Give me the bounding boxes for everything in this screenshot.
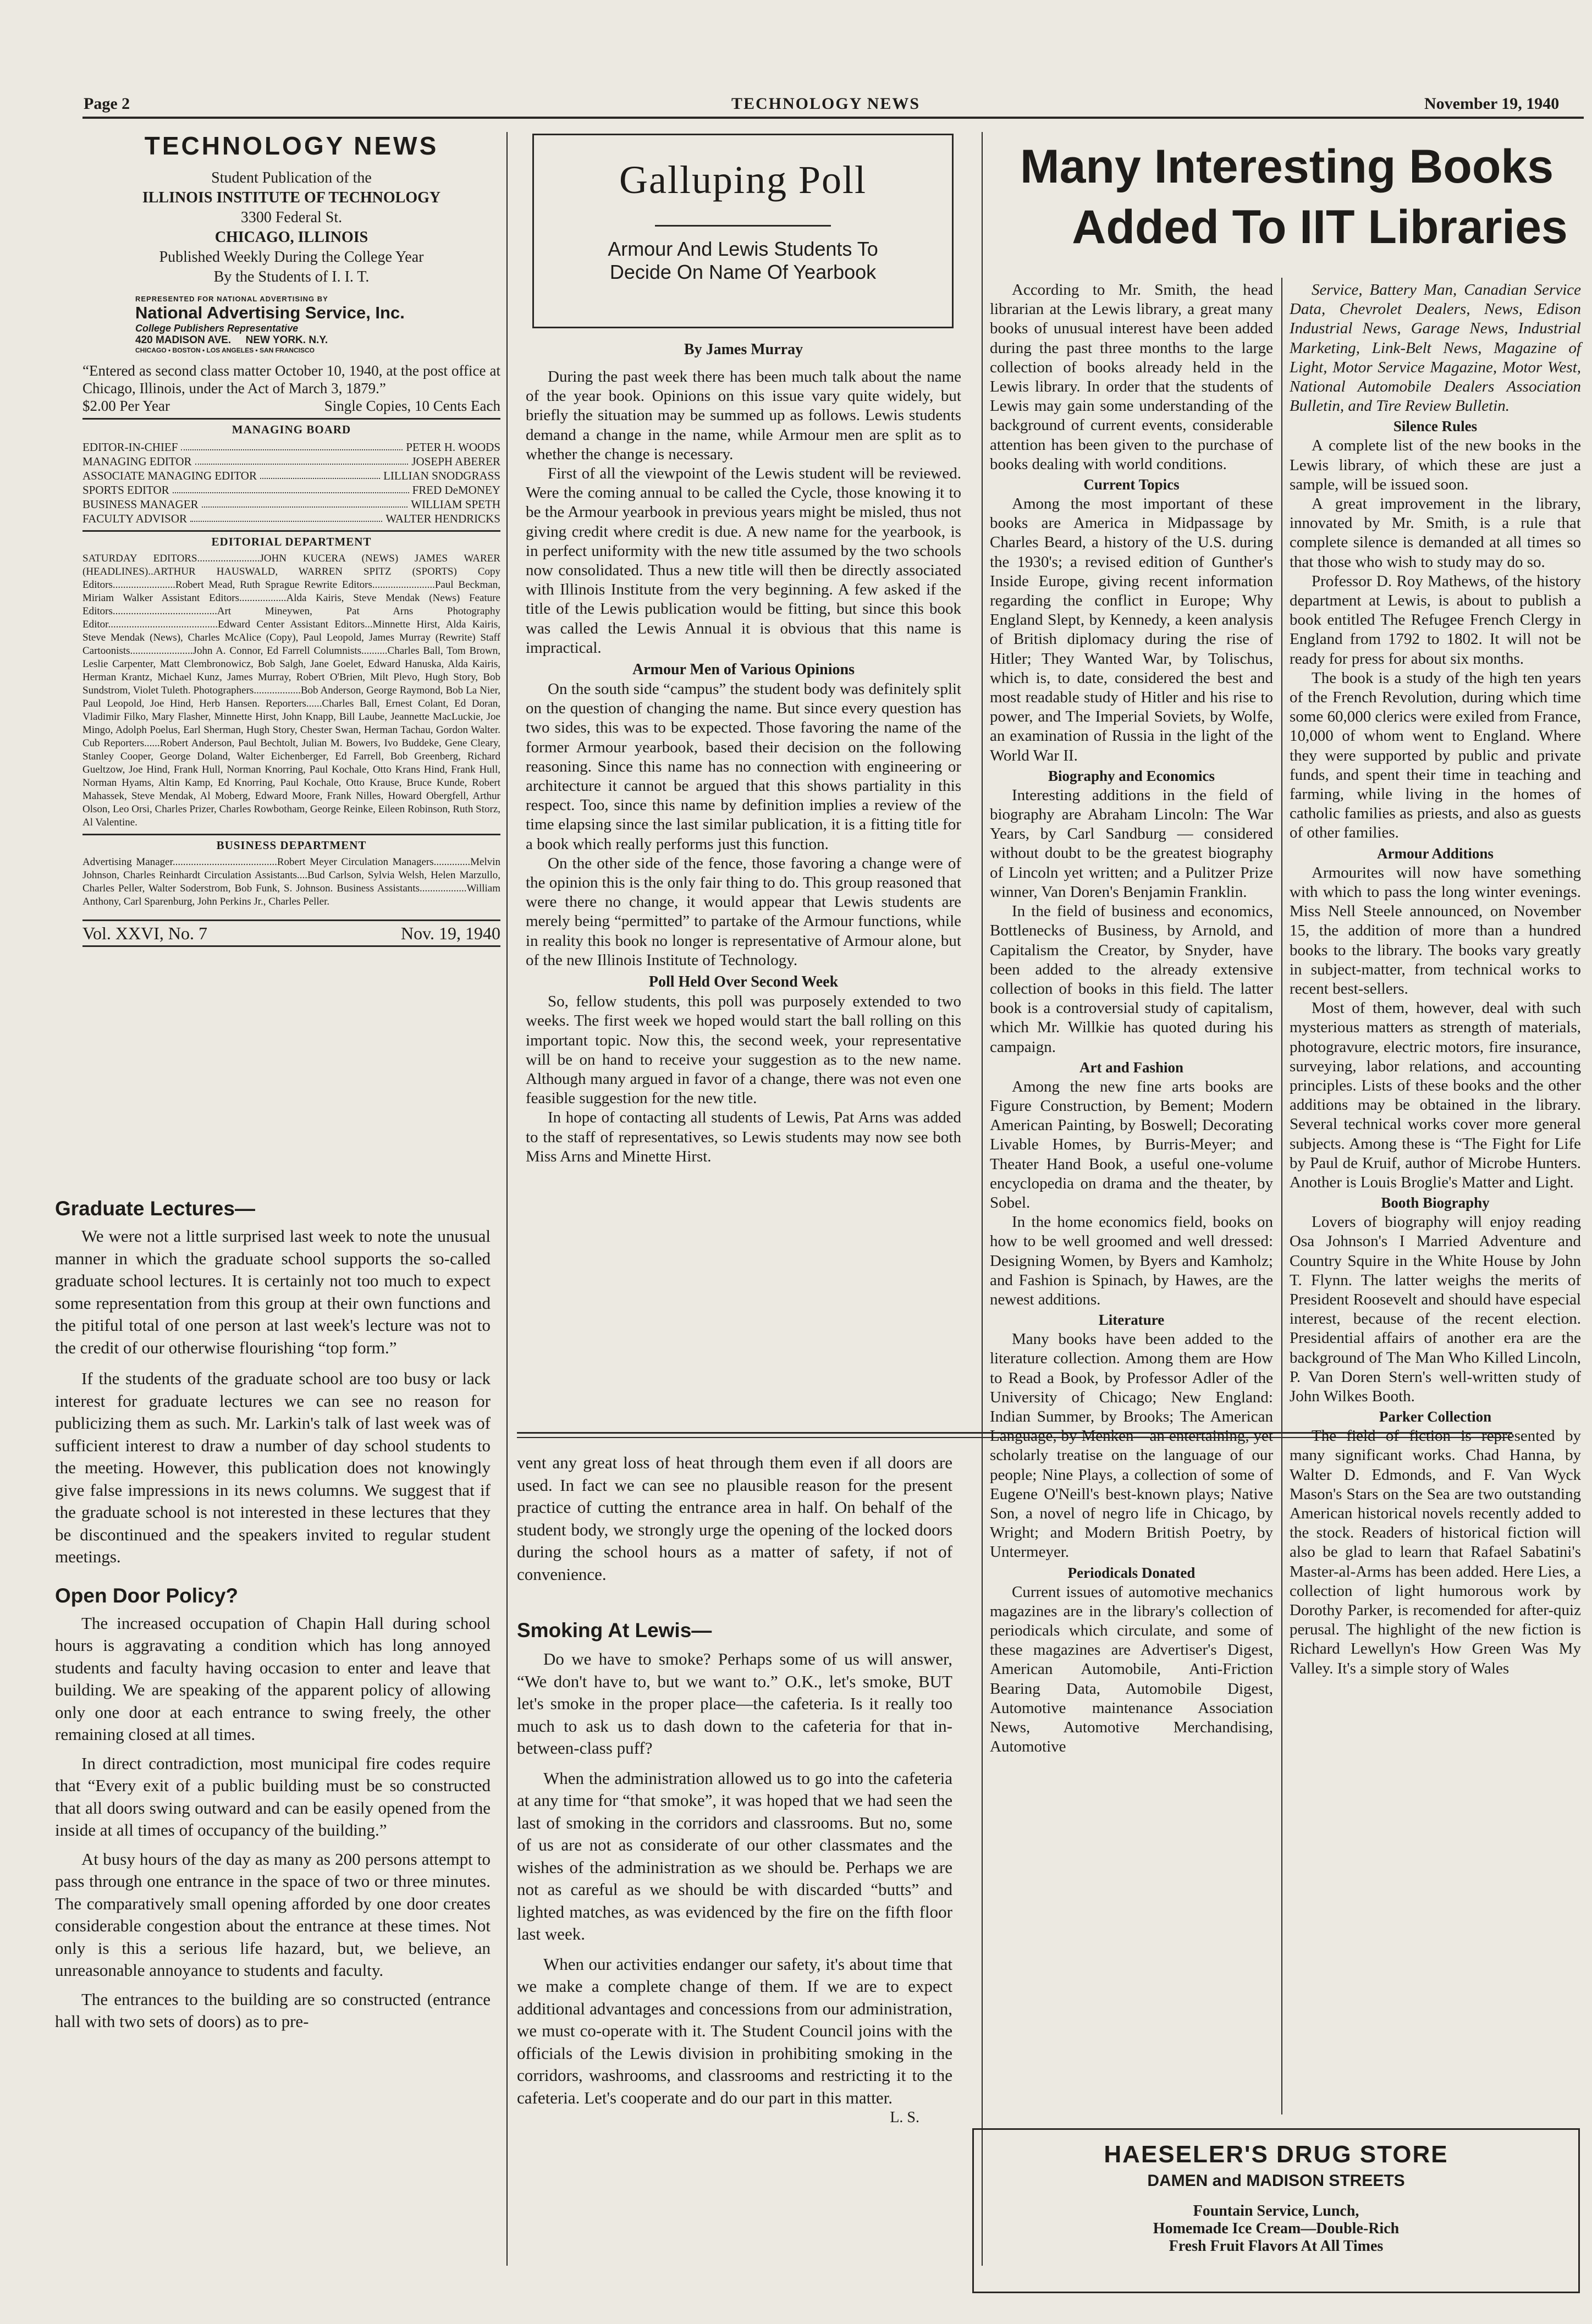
paragraph: In the field of business and economics, Bottlenecks of Business, by Arnold, and Capitalism the Creator, by Snyder, have been added to the already extensive collection of books in this field. The latter book is a controversial study of capitalism, which Mr. Willkie has quoted during his campaign. [990,902,1273,1056]
masthead-line: ILLINOIS INSTITUTE OF TECHNOLOGY [142,189,441,206]
subhead: Art and Fashion [1079,1059,1184,1076]
board-role: ASSOCIATE MANAGING EDITOR [82,469,257,482]
board-name: WALTER HENDRICKS [385,512,500,525]
subhead: Armour Men of Various Opinions [632,661,855,679]
board-name: LILLIAN SNODGRASS [383,469,500,482]
paragraph: According to Mr. Smith, the head librarian at the Lewis library, a great many books of unusual interest have been added during the past three months to the large collection of books already held in the Lewis library. In order that the students of Lewis may gain some understanding of the background of current events, considerable attention has been given to the purchase of books dealing with world conditions. [990,281,1273,473]
paragraph: The field of fiction is represented by many significant works. Chad Hanna, by Walter D. Edmonds, and F. Van Wyck Mason's Stars on the Sea are two outstanding American historical novels recently added to the stock. Readers of historical fiction will also be glad to learn that Rafael Sabatini's Master-al-Arms has been added. Here Lies, a collection of light humorous work by Dorothy Parker, is recomended for after-quiz perusal. The highlight of the new fiction is Richard Lewellyn's How Green Was My Valley. It's a simple story of Wales [1290,1427,1581,1677]
board-name: JOSEPH ABERER [411,455,500,468]
business-staff: Advertising Manager........................................Robert Meyer Circulation Managers..............Melvin Johnson, Charles Reinhardt Circulation Assistants....Bud Carlson, Sylvia Welsh, Helen Marzullo, Charles Peller, Walter Soderstrom, Bob Funk, S. Johnson. Business Assistants..................William Anthony, Carl Sparenburg, John Perkins Jr., Charles Peller. [82,856,500,907]
ad-line: Fountain Service, Lunch, [1193,2202,1359,2220]
board-title: MANAGING BOARD [232,423,351,436]
column-rule [506,132,508,2266]
paragraph: Current issues of automotive mechanics magazines are in the library's collection of periodicals which circulate, and some of these magazines are Advertiser's Digest, American Automobile, Anti-Friction Bearing Data, Automobile Digest, Automotive maintenance Association News, Automotive Merchandising, Automotive [990,1583,1273,1756]
business-title: BUSINESS DEPARTMENT [216,839,367,852]
subhead: Armour Additions [1377,845,1494,862]
managing-board [82,440,500,526]
paragraph: A great improvement in the library, innovated by Mr. Smith, is a rule that complete silence is demanded at all times so that those who wish to study may do so. [1290,495,1581,571]
paragraph: First of all the viewpoint of the Lewis student will be reviewed. Were the coming annual to be called the Cycle, those knowing it to be the Armour yearbook in previous years might be misled, thus not giving credit where credit is due. A new name for the yearbook, is in perfect uniformity with the new title assumed by the two schools now consolidated. Thus a new title will then be directly associated with Illinois Institute from the very beginning. A few asked if the title of the Lewis publication would be fitting, but since this book was called the Lewis Annual it is obvious that this name is impractical. [526,465,961,657]
masthead-line: By the Students of I. I. T. [213,268,370,285]
subhead: Poll Held Over Second Week [648,973,839,991]
board-role: FACULTY ADVISOR [82,512,188,525]
board-row [82,469,500,483]
masthead-line: 3300 Federal St. [240,209,343,226]
paragraph: The entrances to the building are so constructed (entrance hall with two sets of doors) as to pre- [55,1989,491,2031]
board-role: MANAGING EDITOR [82,455,192,468]
byline: By James Murray [684,341,803,358]
ad-rep-line: CHICAGO • BOSTON • LOS ANGELES • SAN FRANCISCO [135,346,315,354]
leader-dots [173,483,409,493]
board-row [82,483,500,497]
door-headline: Open Door Policy? [55,1584,239,1607]
ad-address: DAMEN and MADISON STREETS [1147,2172,1405,2190]
paragraph: At busy hours of the day as many as 200 persons attempt to pass through one entrance in the space of two or three minutes. The comparatively small opening afforded by one door creates considerable congestion about the entrance at these times. Not only is this a serious life hazard, but, we believe, an unreasonable annoyance to students and faculty. [55,1849,491,1980]
volume: Vol. XXVI, No. 7 [82,923,207,943]
paragraph: Interesting additions in the field of biography are Abraham Lincoln: The War Years, by Carl Sandburg — considered without doubt to be the greatest biography of Lincoln yet written; and a Pulitzer Prize winner, Van Doren's Benjamin Franklin. [990,786,1273,901]
paragraph: We were not a little surprised last week to note the unusual manner in which the graduate school supports the so-called graduate school lectures. It is certainly not too much to expect some representation from this group at their own functions and the pitiful total of one person at last week's lecture was not to the credit of our otherwise flourishing “top form.” [55,1226,491,1357]
leader-dots [181,440,403,450]
paragraph: If the students of the graduate school are too busy or lack interest for graduate lectures we can see no reason for publicizing them as such. Mr. Larkin's talk of last week was of sufficient interest to draw a number of day school students to the meeting. However, this publication does not knowingly give false impressions in its news columns. We suggest that if the graduate school is not interested in these lectures that they be discontinued and the speakers invited to regular student meetings. [55,1369,491,1566]
board-role: EDITOR-IN-CHIEF [82,440,178,454]
board-row [82,497,500,511]
subhead: Booth Biography [1381,1194,1490,1211]
paragraph: vent any great loss of heat through them even if all doors are used. In fact we can see no plausible reason for the present practice of cutting the entrance area in half. On behalf of the student body, we strongly urge the opening of the locked doors during the school hours as a matter of safety, if not of convenience. [517,1453,952,1584]
ad-rep-name: National Advertising Service, Inc. [135,303,405,322]
paragraph: A complete list of the new books in the Lewis library, of which these are just a sample, will be issued soon. [1290,437,1581,493]
paragraph: When the administration allowed us to go into the cafeteria at any time for “that smoke”, it was hoped that we had seen the last of smoking in the corridors and classrooms. But no, some of us are not as considerate of our other classmates and the wishes of the administration as we should be. Perhaps we are not as careful as we should be with discarded “butts” and lighted matches, as was evidenced by the fire on the fifth floor last week. [517,1768,952,1943]
paragraph: In hope of contacting all students of Lewis, Pat Arns was added to the staff of representatives, so Lewis students may now see both Miss Arns and Minette Hirst. [526,1109,961,1165]
poll-headline-box [532,134,954,328]
column-rule [1281,278,1282,2114]
books-headline-line: Many Interesting Books [1020,140,1554,193]
masthead-title: TECHNOLOGY NEWS [144,131,439,160]
board-name: FRED DeMONEY [412,483,500,497]
ad-store-name: HAESELER'S DRUG STORE [1104,2141,1448,2168]
editorial-staff: SATURDAY EDITORS........................JOHN KUCERA (NEWS) JAMES WARER (HEADLINES)..ARTHUR HAUSWALD, WARREN SPITZ (SPORTS) Copy Editors........................Robert Mead, Ruth Sprague Rewrite Editors........................Paul Beckman, Miriam Walker Assistant Editors..................Alda Kairis, Steve Mendak (News) Feature Editors........................................Art Mineywen, Pat Arns Photography Editor..........................................Edward Center Assistant Editors...Minnette Hirst, Alda Kairis, Steve Mendak (News), Charles McAlice (Copy), Paul Leopold, James Murray (Rewrite) Staff Cartoonists........................John A. Connor, Ed Farrell Columnists..........Charles Ball, Tom Brown, Leslie Carpenter, Matt Clembronowicz, Bob Salgh, Jane Goelet, Edward Hanuska, Alda Kairis, Herman Krantz, Michael Kunz, James Murray, Robert O'Brien, Milt Plevo, Hugh Story, Bob Sundstrom, Violet Tuleth. Photographers..................Bob Anderson, George Raymond, Bob La Nier, Paul Leopold, Joe Hind, Herb Hansen. Reporters......Charles Ball, Ernest Colant, Ed Doran, Vladimir Filko, Mary Flasher, Minnette Hirst, John Knapp, Bill Laube, Jeannette MacLuckie, Joe Mingo, Adolph Poelus, Earl Sherman, Hugh Story, Chester Swan, Herman Tachau, Gordon Walter. Cub Reporters......Robert Anderson, Paul Bechtolt, Julian M. Bowers, Ivo Buddeke, Gene Cleary, Stanley Cooper, George Doland, Walter Eichenberger, Ed Farrell, Bob Greenberg, Richard Gueltzow, Joe Hind, Frank Hull, Norman Knorring, Paul Kochale, Otto Krans Hind, Frank Hull, Norman Hyams, Altin Kamp, Ed Knorring, Paul Kochale, Otto Krause, Bruce Kunde, Robert Mahassek, Steve Mendak, Al Moberg, Edward Moore, Frank Nilles, Howard Obergfell, Arthur Olson, Leo Orsi, Charles Prizer, Charles Rowbotham, George Reinke, Eileen Robinson, Ruth Storz, Al Valentine. [82,553,500,828]
header-rule [82,117,1584,119]
column-rule [982,132,983,2266]
graduate-headline: Graduate Lectures— [55,1197,255,1220]
board-row [82,511,500,526]
paragraph: Service, Battery Man, Canadian Service Data, Chevrolet Dealers, News, Edison Industrial News, Garage News, Industrial Marketing, Link-Belt News, Magazine of Light, Motor Service Magazine, Motor West, National Automobile Dealers Association Bulletin, and Tire Review Bulletin. [1290,281,1581,415]
poll-article [526,341,961,1166]
leader-dots [202,497,408,508]
drug-store-ad [972,2128,1580,2293]
leader-dots [195,454,409,465]
leader-dots [190,511,382,522]
paragraph: Lovers of biography will enjoy reading Osa Johnson's I Married Adventure and Country Squire in the White House by John T. Flynn. The latter weighs the merits of President Roosevelt and should have especial interest, because of the recent election. Presidential affairs of another era are the background of The Man Who Killed Lincoln, P. Van Doren Stern's well-written study of John Wilkes Booth. [1290,1213,1581,1405]
paragraph: The book is a study of the high ten years of the French Revolution, during which time some 60,000 clerics were exiled from France, 10,000 of whom went to England. Where they were supported by public and private funds, and spent their time in teaching and farming, while living in the homes of catholic families as priests, and also as guests of other families. [1290,669,1581,842]
editorial-title: EDITORIAL DEPARTMENT [211,535,372,548]
ad-line: Fresh Fruit Flavors At All Times [1169,2238,1384,2255]
ad-rep-line: REPRESENTED FOR NATIONAL ADVERTISING BY [135,295,328,303]
door-continued [517,1452,952,2127]
paragraph: Many books have been added to the literature collection. Among them are How to Read a Book, by Professor Adler of the University of Chicago; New England: Indian Summer, by Brooks; The American Language, by Menken—an entertaining, yet scholarly treatise on the language of our people; Nine Plays, a collection of some of Eugene O'Neill's best-known plays; Native Son, a novel of negro life in Chicago, by Wright; and Modern British Poetry, by Untermeyer. [990,1330,1273,1561]
books-headline-line: Added To IIT Libraries [1072,201,1568,254]
masthead-line: CHICAGO, ILLINOIS [214,229,368,246]
board-name: PETER H. WOODS [406,440,500,454]
paragraph: Among the most important of these books are America in Midpassage by Charles Beard, a history of the U.S. during the 1930's; a revised edition of Gunther's Inside Europe, giving recent information regarding the conflict in Europe; Why England Slept, by Kennedy, a keen analysis of British diplomacy during the rise of Hitler; They Wanted War, by Tolischus, which is, to date, considered the best and most readable study of Hitler and his rise to power, and The Imperial Soviets, by Wolfe, an examination of Russia in the light of the World War II. [990,495,1273,764]
paragraph: In the home economics field, books on how to be well groomed and well dressed: Designing Women, by Byers and Kamholz; and Fashion is Spinach, by Hawes, are the newest additions. [990,1213,1273,1308]
paragraph: Do we have to smoke? Perhaps some of us will answer, “We don't have to, but we want to.” O.K., let's smoke, BUT let's smoke in the proper place—the cafeteria. Is it really too much to ask us to dash down to the cafeteria for that in-between-class puff? [517,1649,952,1758]
subhead: Periodicals Donated [1067,1564,1196,1581]
books-column-1 [990,280,1273,1756]
paragraph: During the past week there has been much talk about the name of the year book. Opinions on this issue vary quite widely, but briefly the situation may be summed up as follows. Lewis students demand a change in the name, while Armour men are split as to whether the change is necessary. [526,368,961,463]
entered-notice: “Entered as second class matter October 10, 1940, at the post office at Chicago, Illinois, under the Act of March 3, 1879.” [82,362,500,396]
subhead: Parker Collection [1379,1408,1492,1425]
paragraph: When our activities endanger our safety, it's about time that we make a complete change of them. If we are to expect additional advantages and concessions from our administration, we must co-operate with it. The Student Council joins with the officials of the Lewis division in prohibiting smoking in the corridors, washrooms, and classrooms and restricting it to the cafeteria. Let's cooperate and do our part in this matter. [517,1954,952,2107]
masthead-line: Student Publication of the [211,169,372,186]
board-row [82,454,500,469]
paragraph: So, fellow students, this poll was purposely extended to two weeks. The first week we hoped would start the ball rolling on this important topic. Now this, the second week, your representative will be on hand to receive your suggestion as to the new name. Although many argued in favor of a change, there was not even one feasible suggestion for the new title. [526,993,961,1108]
page-number: Page 2 [84,95,130,113]
board-role: BUSINESS MANAGER [82,498,199,511]
price-single: Single Copies, 10 Cents Each [324,398,500,414]
paragraph: Professor D. Roy Mathews, of the history department at Lewis, is about to publish a book entitled The Refugee French Clergy in England from 1792 to 1802. It will not be ready for press for about six months. [1290,572,1581,668]
poll-headline: Galluping Poll [619,158,867,202]
signature: L. S. [890,2109,919,2126]
paragraph: On the other side of the fence, those favoring a change were of the opinion this is the only fair thing to do. This group reasoned that were there no change, it would appear that Lewis students are merely being “permitted” to partake of the Armour functions, while in reality this book no longer is representative of Armour alone, but of the new Illinois Institute of Technology. [526,854,961,969]
board-name: WILLIAM SPETH [411,498,500,511]
ad-line: Homemade Ice Cream—Double-Rich [1153,2220,1400,2237]
ad-rep-line: 420 MADISON AVE. NEW YORK. N.Y. [135,334,328,346]
paragraph: In direct contradiction, most municipal fire codes require that “Every exit of a public building must be so constructed that all doors swing outward and can be easily opened from the inside at all times of occupancy of the building.” [55,1753,491,1840]
running-title: TECHNOLOGY NEWS [731,95,921,113]
paragraph: Among the new fine arts books are Figure Construction, by Bement; Modern American Painting, by Boswell; Decorating Livable Homes, by Burris-Meyer; and Theater Hand Book, a useful one-volume encyclopedia on drama and the theater, by Sobel. [990,1077,1273,1211]
books-column-2 [1290,280,1581,1678]
subhead: Current Topics [1083,476,1180,493]
board-row [82,440,500,454]
leader-dots [260,469,380,479]
masthead-line: Published Weekly During the College Year [159,249,424,266]
smoking-headline: Smoking At Lewis— [517,1619,712,1642]
paragraph: Armourites will now have something with which to pass the long winter evenings. Miss Nell Steele announced, on November 15, the addition of more than a hundred books to the library. The books vary greatly in subject-matter, from technical works to recent best-sellers. [1290,863,1581,998]
graduate-editorial [55,1197,491,2033]
ad-rep-line: College Publishers Representative [135,323,299,334]
volume-date: Nov. 19, 1940 [400,923,500,943]
subhead: Literature [1098,1312,1165,1329]
price-year: $2.00 Per Year [82,398,170,414]
books-headline [984,136,1589,257]
masthead [82,131,500,947]
running-date: November 19, 1940 [1424,95,1560,113]
paragraph: The increased occupation of Chapin Hall during school hours is aggravating a condition which has long annoyed students and faculty having occasion to enter and leave that building. We are speaking of the apparent policy of allowing only one door at each entrance to swing freely, the other remaining closed at all times. [55,1613,491,1744]
subhead: Biography and Economics [1048,767,1215,784]
subhead: Silence Rules [1393,418,1478,435]
poll-deck: Armour And Lewis Students To Decide On Name Of Yearbook [608,238,878,283]
board-role: SPORTS EDITOR [82,483,169,497]
paragraph: Most of them, however, deal with such mysterious matters as strength of materials, photogravure, electric motors, fire insurance, surveying, labor relations, and accounting principles. Lists of these books and the other additions may be obtained in the library. Several technical works cover more general subjects. Among these is “The Fight for Life by Paul de Kruif, author of Microbe Hunters. Another is Louis Broglie's Matter and Light. [1290,999,1581,1191]
paragraph: On the south side “campus” the student body was definitely split on the question of changing the name. But since every question has two sides, this was to be expected. Those favoring the name of the former Armour yearbook, based their decision on the following reasoning. Since this name has no connection with engineering or architecture it cannot be argued that this shows partiality in this respect. Too, since this name by definition implies a review of the time elapsing since the last similar publication, it is a fitting title for a book which really performs just this function. [526,680,961,853]
